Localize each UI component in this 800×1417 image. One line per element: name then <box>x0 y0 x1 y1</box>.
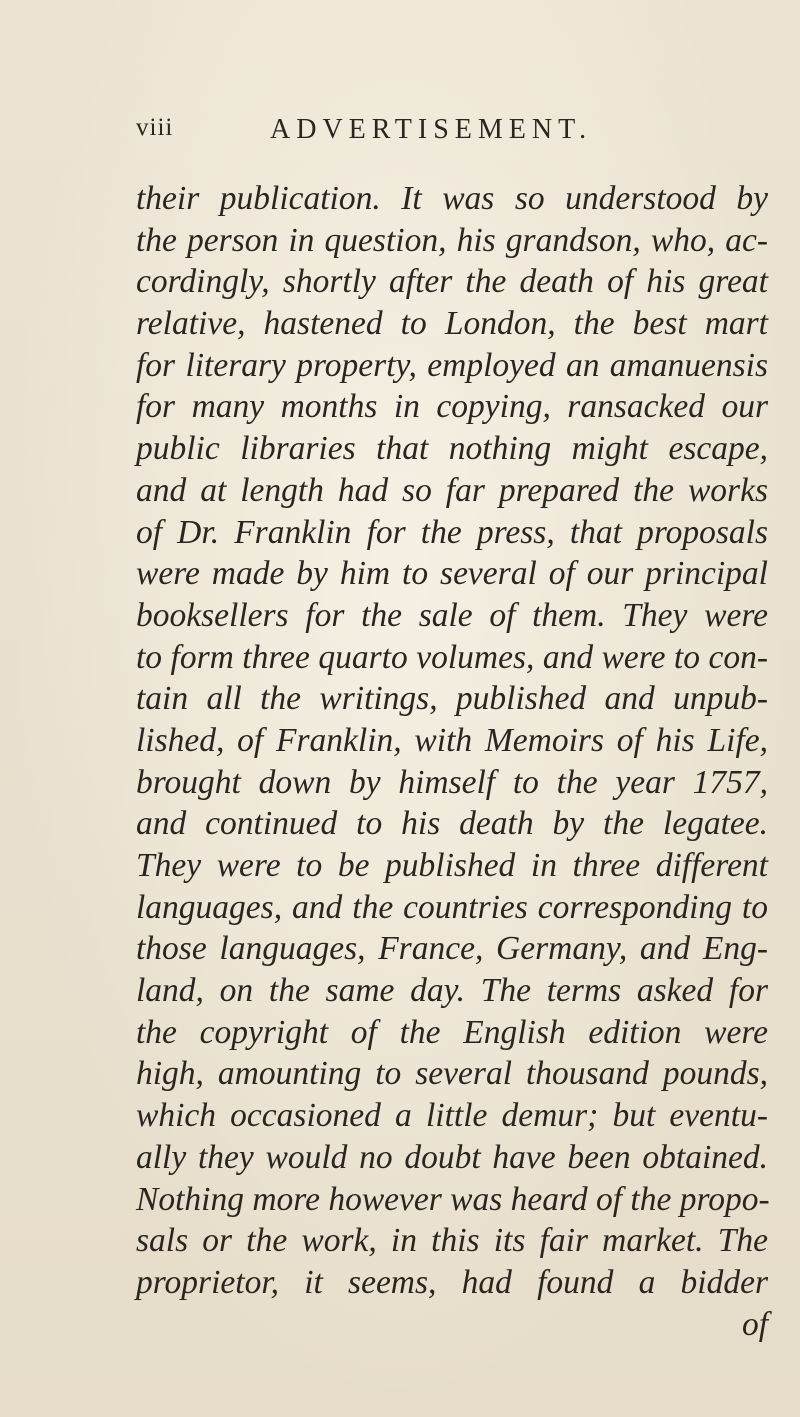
text-line: and continued to his death by the legatee. <box>136 805 768 843</box>
page-header <box>136 108 736 148</box>
text-line: those languages, France, Germany, and Eng- <box>136 930 768 968</box>
text-line: lished, of Franklin, with Memoirs of his Life, <box>136 721 768 759</box>
text-line: for many months in copying, ransacked our <box>136 388 768 426</box>
text-line: which occasioned a little demur; but eventu- <box>136 1097 768 1135</box>
text-line: land, on the same day. The terms asked for <box>136 972 768 1010</box>
text-line: sals or the work, in this its fair market. The <box>136 1222 768 1260</box>
text-line: high, amounting to several thousand pounds, <box>136 1055 768 1093</box>
text-line: Nothing more however was heard of the propo- <box>136 1180 770 1218</box>
text-line: were made by him to several of our principal <box>136 555 768 593</box>
text-line: brought down by himself to the year 1757, <box>136 763 768 801</box>
text-line: and at length had so far prepared the works <box>136 471 768 509</box>
text-line: languages, and the countries corresponding to <box>136 888 768 926</box>
text-line: of Dr. Franklin for the press, that proposals <box>136 513 768 551</box>
catchword: of <box>741 1305 768 1343</box>
text-line: tain all the writings, published and unpub- <box>136 680 768 718</box>
text-line: public libraries that nothing might escape, <box>136 430 768 468</box>
text-line: for literary property, employed an amanuensis <box>136 346 768 384</box>
text-line: booksellers for the sale of them. They were <box>136 596 768 634</box>
text-line: ally they would no doubt have been obtained. <box>136 1138 768 1176</box>
page-number: viii <box>136 114 174 141</box>
text-line: the person in question, his grandson, who, ac- <box>136 221 768 259</box>
body-text <box>136 178 768 1345</box>
text-line: proprietor, it seems, had found a bidder <box>136 1263 768 1301</box>
text-line: cordingly, shortly after the death of his great <box>136 263 768 301</box>
text-line: to form three quarto volumes, and were to con- <box>136 638 768 676</box>
text-line: their publication. It was so understood by <box>136 180 768 217</box>
running-head: ADVERTISEMENT. <box>270 114 593 145</box>
text-line: They were to be published in three different <box>136 847 768 884</box>
text-line: relative, hastened to London, the best mart <box>136 305 768 343</box>
text-line: the copyright of the English edition were <box>136 1013 768 1051</box>
